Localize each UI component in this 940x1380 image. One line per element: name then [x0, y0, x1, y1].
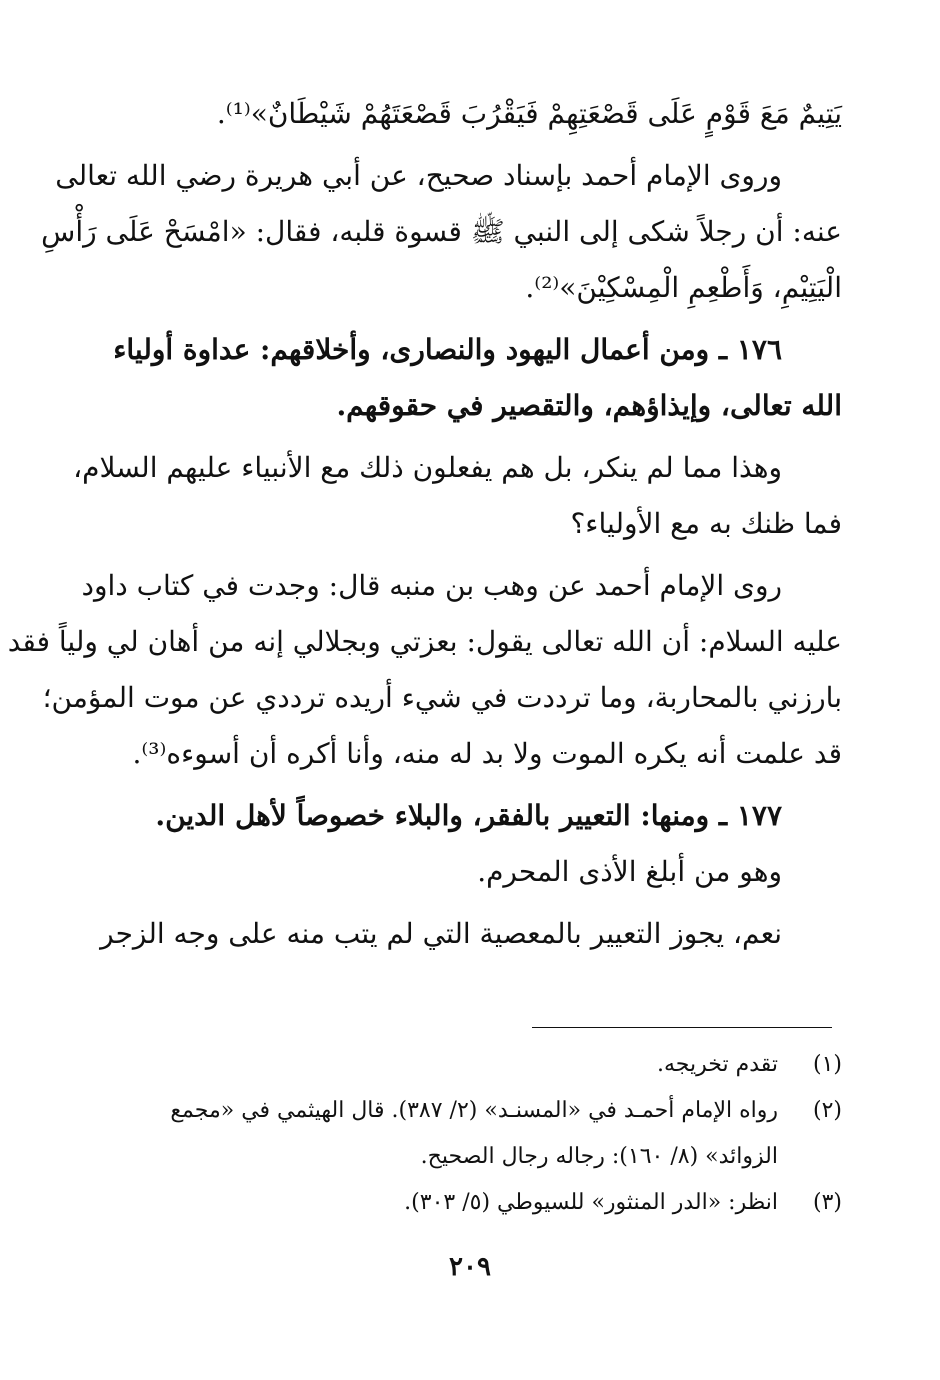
text-line: فما ظنك به مع الأولياء؟: [570, 507, 842, 540]
text-line: وهو من أبلغ الأذى المحرم.: [477, 855, 782, 888]
text-line: نعم، يجوز التعيير بالمعصية التي لم يتب منه على وجه الزجر: [100, 917, 782, 950]
footnote-number: (٢): [812, 1098, 842, 1123]
page-number: ٢٠٩: [449, 1252, 491, 1282]
footnote-2: [130, 1088, 842, 1134]
footnote-divider: [532, 1027, 832, 1028]
footnote-text: انظر: «الدر المنثور» للسيوطي (٥/ ٣٠٣).: [404, 1190, 778, 1215]
footnote-2-continuation: الزوائد» (٨/ ١٦٠): رجاله رجال الصحيح.: [420, 1144, 778, 1169]
footnote-text: تقدم تخريجه.: [657, 1052, 778, 1077]
section-heading-177: ١٧٧ ـ ومنها: التعيير بالفقر، والبلاء خصوصاً لأهل الدين.: [155, 799, 782, 832]
text-line: وروى الإمام أحمد بإسناد صحيح، عن أبي هريرة رضي الله تعالى: [55, 159, 782, 192]
text-line: وهذا مما لم ينكر، بل هم يفعلون ذلك مع الأنبياء عليهم السلام،: [73, 451, 782, 484]
footnote-text: رواه الإمام أحمـد في «المسنـد» (٢/ ٣٨٧). قال الهيثمي في «مجمع: [170, 1098, 778, 1123]
section-heading-176-cont: الله تعالى، وإيذاؤهم، والتقصير في حقوقهم.: [336, 389, 842, 422]
text-line: بارزني بالمحاربة، وما ترددت في شيء أريده ترددي عن موت المؤمن؛: [42, 681, 842, 714]
main-text: [7, 86, 842, 962]
text-line: عليه السلام: أن الله تعالى يقول: بعزتي وبجلالي إنه من أهان لي ولياً فقد: [7, 625, 842, 658]
text-line: قد علمت أنه يكره الموت ولا بد له منه، وأنا أكره أن أسوءه⁽³⁾.: [132, 737, 842, 770]
footnote-number: (٣): [812, 1190, 842, 1215]
text-line: يَتِيمٌ مَعَ قَوْمٍ عَلَى قَصْعَتِهِمْ فَيَقْرُبَ قَصْعَتَهُمْ شَيْطَانٌ»⁽¹⁾.: [216, 97, 842, 130]
text-line: عنه: أن رجلاً شكى إلى النبي ﷺ قسوة قلبه، فقال: «امْسَحْ عَلَى رَأْسِ: [41, 215, 842, 248]
section-heading-176: ١٧٦ ـ ومن أعمال اليهود والنصارى، وأخلاقهم: عداوة أولياء: [113, 333, 782, 366]
footnote-3: [130, 1180, 842, 1226]
text-line: الْيَتِيْمِ، وَأَطْعِمِ الْمِسْكِيْنَ»⁽²⁾.: [525, 271, 842, 304]
footnote-number: (١): [812, 1052, 842, 1077]
text-line: روى الإمام أحمد عن وهب بن منبه قال: وجدت في كتاب داود: [81, 569, 782, 602]
footnotes: [130, 1042, 842, 1226]
footnote-1: [130, 1042, 842, 1088]
